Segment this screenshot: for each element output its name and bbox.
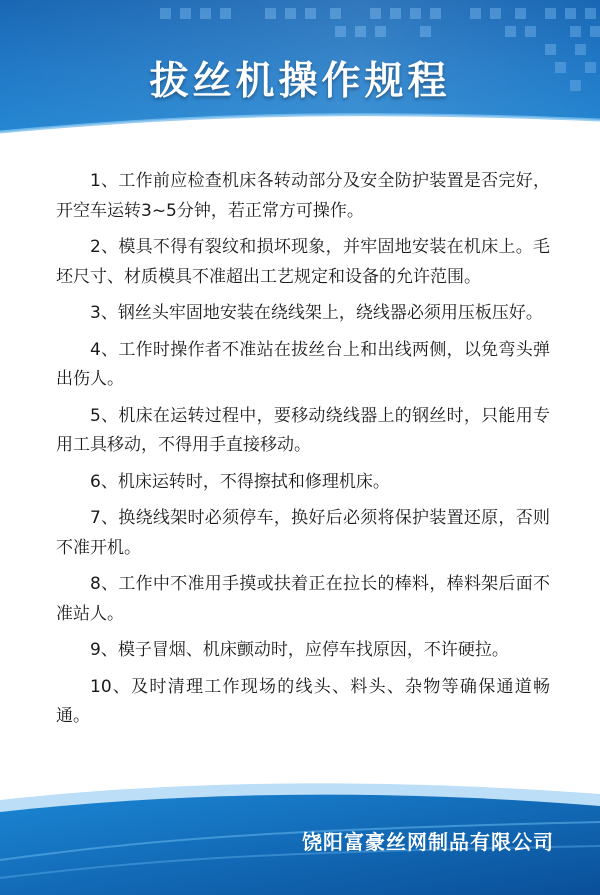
page-title: 拔丝机操作规程: [149, 59, 451, 104]
rule-item: 10、及时清理工作现场的线头、料头、杂物等确保通道畅通。: [56, 676, 550, 726]
rule-item: 3、钢丝头牢固地安装在绕线架上，绕线器必须用压板压好。: [90, 303, 543, 323]
rule-item: 4、工作时操作者不准站在拔丝台上和出线两侧，以免弯头弹出伤人。: [56, 339, 550, 389]
rule-item: 6、机床运转时，不得擦拭和修理机床。: [90, 471, 390, 492]
rule-item: 8、工作中不准用手摸或扶着正在拉长的棒料，棒料架后面不准站人。: [56, 574, 550, 624]
rules-list: [56, 167, 550, 739]
header-banner: [0, 0, 600, 160]
rule-item: 1、工作前应检查机床各转动部分及安全防护装置是否完好，开空车运转3~5分钟，若正常方可操作。: [56, 171, 550, 221]
rule-item: 2、模具不得有裂纹和损坏现象，并牢固地安装在机床上。毛坯尺寸、材质模具不准超出工艺规定和设备的允许范围。: [56, 237, 550, 287]
rule-item: 9、模子冒烟、机床颤动时，应停车找原因，不许硬拉。: [90, 640, 509, 660]
rule-item: 7、换绕线架时必须停车，换好后必须将保护装置还原，否则不准开机。: [56, 508, 550, 558]
rule-item: 5、机床在运转过程中，要移动绕线器上的钢丝时，只能用专用工具移动，不得用手直接移动。: [56, 405, 550, 455]
company-name: 饶阳富豪丝网制品有限公司: [302, 830, 554, 854]
footer-banner: [0, 760, 600, 895]
